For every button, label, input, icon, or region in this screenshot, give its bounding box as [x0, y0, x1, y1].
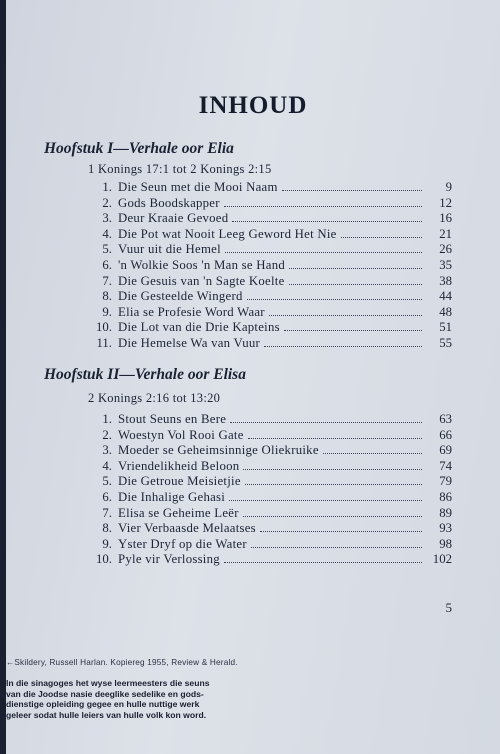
toc-entry-page: 69	[439, 443, 452, 458]
toc-entry	[90, 336, 452, 352]
toc-entry	[90, 521, 452, 537]
dot-leader	[243, 460, 422, 470]
dot-leader	[341, 228, 422, 238]
toc-entry-number: 3.	[102, 211, 112, 226]
dot-leader	[248, 429, 422, 439]
photo-caption: ←Skildery, Russell Harlan. Kopiereg 1955, Review & Herald.	[6, 658, 238, 667]
toc-entry-title: Die Lot van die Drie Kapteins	[118, 320, 280, 335]
note-line: geleer sodat hulle leiers van hulle volk kon word.	[6, 709, 207, 720]
toc-entry-title: Die Seun met die Mooi Naam	[118, 180, 278, 194]
toc-entry-number: 9.	[102, 304, 112, 319]
toc-entry-title: Elisa se Geheime Leër	[118, 505, 239, 520]
toc-entry-title: Yster Dryf op die Water	[118, 536, 247, 551]
toc-entry-number: 5.	[102, 474, 112, 489]
toc-entry-page: 89	[439, 505, 452, 520]
toc-entry	[90, 180, 452, 196]
toc-entry	[90, 274, 452, 290]
toc-entry	[90, 196, 452, 212]
dot-leader	[225, 243, 422, 253]
toc-entry-title: 'n Wolkie Soos 'n Man se Hand	[118, 257, 285, 272]
toc-entry-number: 8.	[102, 521, 112, 536]
toc-entry-title: Elia se Profesie Word Waar	[118, 304, 265, 319]
toc-entry-page: 44	[439, 289, 452, 304]
toc-entry-page: 86	[439, 489, 452, 504]
toc-entry-title: Vriendelikheid Beloon	[118, 458, 240, 473]
toc-entry-page: 74	[439, 458, 452, 473]
toc-entry-number: 2.	[102, 195, 112, 210]
toc-entry-title: Die Getroue Meisietjie	[118, 474, 241, 489]
toc-entry-page: 102	[432, 552, 452, 567]
chapter-2-heading: Hoofstuk II—Verhale oor Elisa	[44, 366, 246, 383]
toc-entry	[90, 537, 452, 553]
toc-entry	[90, 242, 452, 258]
toc-entry-title: Pyle vir Verlossing	[118, 552, 220, 567]
toc-entry-title: Stout Seuns en Bere	[118, 412, 227, 426]
toc-entry-page: 66	[439, 427, 452, 442]
chapter-2-reference: 2 Konings 2:16 tot 13:20	[88, 391, 221, 405]
toc-entry	[90, 490, 452, 506]
dot-leader	[282, 181, 422, 191]
toc-entry-page: 79	[439, 474, 452, 489]
toc-entry	[90, 258, 452, 274]
toc-entry	[90, 459, 452, 475]
dot-leader	[230, 413, 422, 423]
toc-entry-number: 10.	[96, 320, 112, 335]
toc-entry-page: 63	[439, 412, 452, 426]
toc-entry	[90, 320, 452, 336]
toc-entry	[90, 211, 452, 227]
toc-entry-page: 38	[439, 273, 452, 288]
toc-entry	[90, 227, 452, 243]
toc-entry-title: Die Gesteelde Wingerd	[118, 289, 243, 304]
toc-entry-number: 5.	[102, 242, 112, 257]
toc-entry	[90, 428, 452, 444]
page-title: INHOUD	[198, 92, 308, 119]
toc-entry-page: 93	[439, 521, 452, 536]
toc-entry-page: 9	[445, 180, 452, 194]
toc-entry-title: Vier Verbaasde Melaatses	[118, 521, 256, 536]
dot-leader	[269, 306, 422, 316]
toc-entry-page: 12	[439, 195, 452, 210]
toc-entry-page: 98	[439, 536, 452, 551]
dot-leader	[245, 475, 422, 485]
toc-entry	[90, 305, 452, 321]
toc-entry-page: 48	[439, 304, 452, 319]
dot-leader	[264, 337, 422, 347]
toc-entry-number: 3.	[102, 443, 112, 458]
toc-entry-page: 55	[439, 335, 452, 350]
toc-entry-title: Deur Kraaie Gevoed	[118, 211, 229, 226]
book-page	[6, 0, 500, 754]
dot-leader	[224, 553, 422, 563]
illustration-note	[6, 678, 250, 720]
toc-entry-title: Die Gesuis van 'n Sagte Koelte	[118, 273, 285, 288]
dot-leader	[260, 522, 422, 532]
dot-leader	[232, 212, 422, 222]
toc-entry-page: 21	[439, 226, 452, 241]
chapter-1-reference: 1 Konings 17:1 tot 2 Konings 2:15	[88, 162, 272, 176]
toc-entry-page: 35	[439, 257, 452, 272]
toc-entry-title: Gods Boodskapper	[118, 195, 220, 210]
toc-entry-number: 4.	[102, 458, 112, 473]
toc-entry	[90, 552, 452, 568]
toc-entry-number: 9.	[102, 536, 112, 551]
dot-leader	[289, 259, 422, 269]
dot-leader	[247, 290, 422, 300]
toc-entry-page: 26	[439, 242, 452, 257]
dot-leader	[224, 197, 422, 207]
note-line: In die sinagoges het wyse leermeesters die seuns	[6, 678, 210, 688]
chapter-1-list	[90, 180, 452, 352]
toc-entry-title: Die Inhalige Gehasi	[118, 489, 226, 504]
toc-entry	[90, 412, 452, 428]
page-number: 5	[445, 600, 452, 615]
dot-leader	[289, 275, 422, 285]
dot-leader	[284, 321, 422, 331]
toc-entry	[90, 506, 452, 522]
chapter-2-list	[90, 412, 452, 568]
dot-leader	[229, 491, 422, 501]
toc-entry-title: Moeder se Geheimsinnige Oliekruike	[118, 443, 319, 458]
toc-entry-number: 1.	[102, 180, 112, 194]
toc-entry	[90, 474, 452, 490]
dot-leader	[251, 538, 422, 548]
dot-leader	[323, 444, 422, 454]
toc-entry-page: 51	[439, 320, 452, 335]
toc-entry-title: Die Hemelse Wa van Vuur	[118, 335, 261, 350]
toc-entry-number: 7.	[102, 505, 112, 520]
toc-entry-number: 10.	[96, 552, 112, 567]
toc-entry-number: 8.	[102, 289, 112, 304]
note-line: dienstige opleiding gegee en hulle nuttige werk	[6, 699, 200, 710]
toc-entry-number: 6.	[102, 489, 112, 504]
toc-entry	[90, 443, 452, 459]
toc-entry-title: Die Pot wat Nooit Leeg Geword Het Nie	[118, 226, 337, 241]
toc-entry-number: 2.	[102, 427, 112, 442]
toc-entry-title: Vuur uit die Hemel	[118, 242, 221, 257]
toc-entry	[90, 289, 452, 305]
toc-entry-number: 11.	[96, 335, 112, 350]
toc-entry-number: 4.	[102, 226, 112, 241]
dot-leader	[243, 507, 422, 517]
toc-entry-title: Woestyn Vol Rooi Gate	[118, 427, 244, 442]
chapter-1-heading: Hoofstuk I—Verhale oor Elia	[44, 140, 234, 157]
toc-entry-number: 7.	[102, 273, 112, 288]
note-line: van die Joodse nasie deeglike sedelike en gods-	[6, 688, 204, 699]
toc-entry-number: 1.	[102, 412, 112, 426]
toc-entry-page: 16	[439, 211, 452, 226]
toc-entry-number: 6.	[102, 257, 112, 272]
